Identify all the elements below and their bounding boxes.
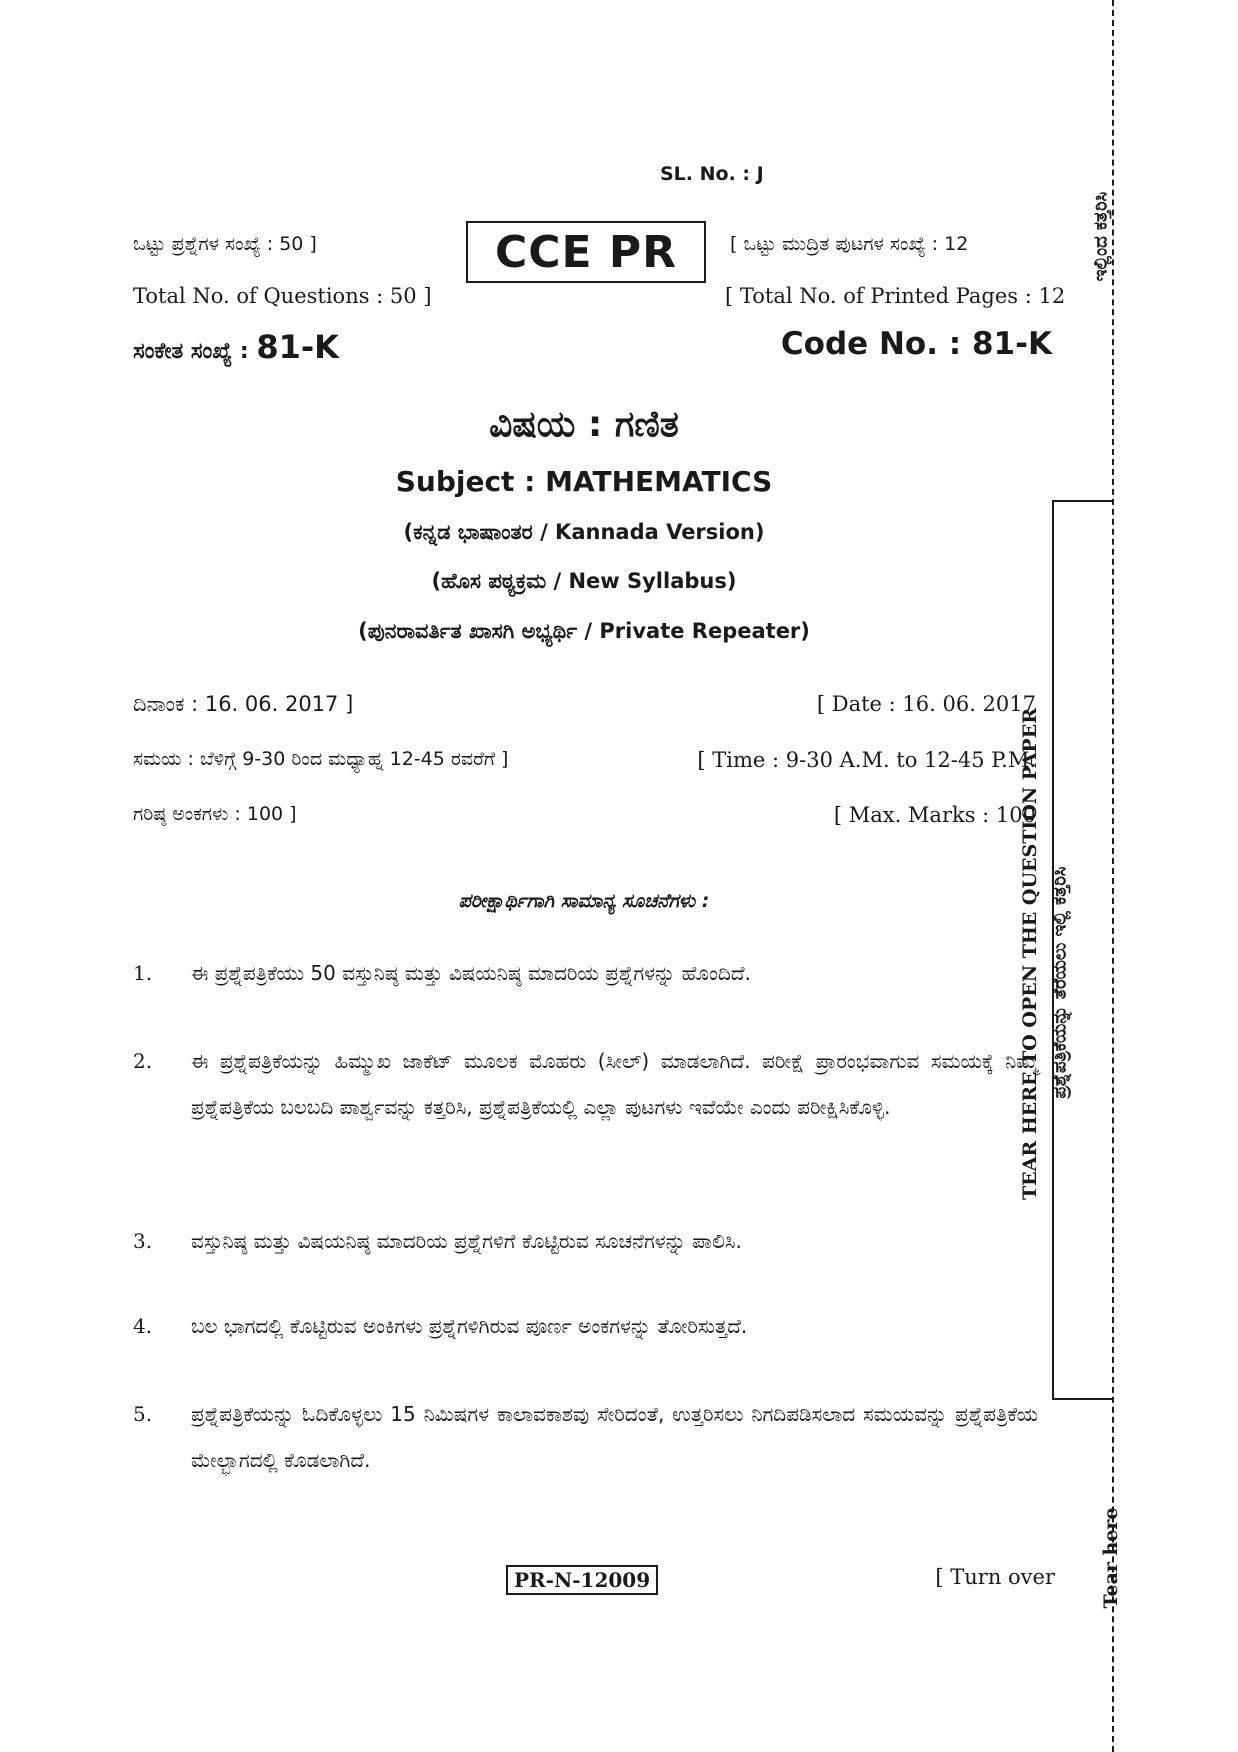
tear-label-top-kannada: ಇಲ್ಲಿಂದ ಕತ್ತರಿಸಿ <box>1090 191 1112 282</box>
instruction-number: 1. <box>133 961 153 985</box>
code-value-kannada: 81-K <box>256 328 339 366</box>
total-pages-kannada: [ ಒಟ್ಟು ಮುದ್ರಿತ ಪುಟಗಳ ಸಂಖ್ಯೆ : 12 <box>730 233 969 255</box>
instruction-text: ವಸ್ತುನಿಷ್ಠ ಮತ್ತು ವಿಷಯನಿಷ್ಠ ಮಾದರಿಯ ಪ್ರಶ್ನೆಗಳಿಗೆ ಕೊಟ್ಟಿರುವ ಸೂಚನೆಗಳನ್ನು ಪಾಲಿಸಿ. <box>191 1229 742 1253</box>
code-number-english: Code No. : 81-K <box>780 326 1052 362</box>
total-pages-english: [ Total No. of Printed Pages : 12 <box>725 284 1066 308</box>
code-number-kannada <box>133 328 339 366</box>
tear-here-label: Tear here <box>1100 1507 1122 1609</box>
subject-title-english: Subject : MATHEMATICS <box>395 465 773 498</box>
instruction-item <box>133 950 1038 996</box>
instruction-item <box>133 1038 1038 1130</box>
total-questions-english: Total No. of Questions : 50 ] <box>133 284 432 308</box>
tear-label-kannada: ಪ್ರಶ್ನೆಪತ್ರಿಕೆಯನ್ನು ತೆರೆಯಲು ಇಲ್ಲಿ ಕತ್ತರಿಸಿ <box>1049 866 1071 1099</box>
instruction-text: ಬಲ ಭಾಗದಲ್ಲಿ ಕೊಟ್ಟಿರುವ ಅಂಕಿಗಳು ಪ್ರಶ್ನೆಗಳಿಗಿರುವ ಪೂರ್ಣ ಅಂಕಗಳನ್ನು ತೋರಿಸುತ್ತದೆ. <box>191 1314 748 1338</box>
instruction-text: ಈ ಪ್ರಶ್ನೆಪತ್ರಿಕೆಯನ್ನು ಹಿಮ್ಮುಖ ಜಾಕೆಟ್ ಮೂಲಕ ಮೊಹರು (ಸೀಲ್) ಮಾಡಲಾಗಿದೆ. ಪರೀಕ್ಷೆ ಪ್ರಾರಂಭವಾಗುವ ಸಮಯಕ್ಕೆ ನಿಮ್ಮ ಪ್ರಶ್ನೆಪತ್ರಿಕೆಯ ಬಲಬದಿ ಪಾರ್ಶ್ವವನ್ನು ಕತ್ತರಿಸಿ, ಪ್ರಶ್ನೆಪತ್ರಿಕೆಯಲ್ಲಿ ಎಲ್ಲಾ ಪುಟಗಳು ಇವೆಯೇ ಎಂದು ಪರೀಕ್ಷಿಸಿಕೊಳ್ಳಿ. <box>191 1049 1038 1119</box>
time-kannada: ಸಮಯ : ಬೆಳಿಗ್ಗೆ 9-30 ರಿಂದ ಮಧ್ಯಾಹ್ನ 12-45 ರವರೆಗೆ ] <box>133 748 509 770</box>
subject-title-kannada: ವಿಷಯ : ಗಣಿತ <box>489 404 679 445</box>
instructions-heading: ಪರೀಕ್ಷಾರ್ಥಿಗಾಗಿ ಸಾಮಾನ್ಯ ಸೂಚನೆಗಳು : <box>458 890 710 912</box>
exam-type-badge: CCE PR <box>466 221 706 283</box>
code-label-kannada: ಸಂಕೇತ ಸಂಖ್ಯೆ : <box>133 339 257 364</box>
instruction-item <box>133 1391 1038 1483</box>
version-line: (ಕನ್ನಡ ಭಾಷಾಂತರ / Kannada Version) <box>403 520 765 544</box>
syllabus-line: (ಹೊಸ ಪಠ್ಯಕ್ರಮ / New Syllabus) <box>431 569 737 593</box>
time-english: [ Time : 9-30 A.M. to 12-45 P.M. <box>697 748 1036 772</box>
date-kannada: ದಿನಾಂಕ : 16. 06. 2017 ] <box>133 692 354 716</box>
instruction-number: 5. <box>133 1402 153 1426</box>
max-marks-english: [ Max. Marks : 100 <box>833 803 1036 827</box>
paper-code-box: PR-N-12009 <box>506 1565 658 1595</box>
tear-label-english: TEAR HERE TO OPEN THE QUESTION PAPER <box>1019 708 1041 1200</box>
date-english: [ Date : 16. 06. 2017 <box>816 692 1036 716</box>
instruction-number: 3. <box>133 1229 153 1253</box>
instruction-text: ಪ್ರಶ್ನೆಪತ್ರಿಕೆಯನ್ನು ಓದಿಕೊಳ್ಳಲು 15 ನಿಮಿಷಗಳ ಕಾಲಾವಕಾಶವು ಸೇರಿದಂತೆ, ಉತ್ತರಿಸಲು ನಿಗದಿಪಡಿಸಲಾದ ಸಮಯವನ್ನು ಪ್ರಶ್ನೆಪತ್ರಿಕೆಯ ಮೇಲ್ಭಾಗದಲ್ಲಿ ಕೊಡಲಾಗಿದೆ. <box>191 1402 1038 1472</box>
instruction-number: 4. <box>133 1314 153 1338</box>
total-questions-kannada: ಒಟ್ಟು ಪ್ರಶ್ನೆಗಳ ಸಂಖ್ಯೆ : 50 ] <box>133 233 317 255</box>
serial-number: SL. No. : J <box>660 163 764 185</box>
turn-over-note: [ Turn over <box>935 1565 1055 1589</box>
tear-dashed-line <box>1112 0 1114 1752</box>
instruction-item <box>133 1218 1038 1264</box>
instruction-text: ಈ ಪ್ರಶ್ನೆಪತ್ರಿಕೆಯು 50 ವಸ್ತುನಿಷ್ಠ ಮತ್ತು ವಿಷಯನಿಷ್ಠ ಮಾದರಿಯ ಪ್ರಶ್ನೆಗಳನ್ನು ಹೊಂದಿದೆ. <box>191 961 751 985</box>
max-marks-kannada: ಗರಿಷ್ಠ ಅಂಕಗಳು : 100 ] <box>133 803 297 825</box>
instruction-item <box>133 1303 1038 1349</box>
instruction-number: 2. <box>133 1049 153 1073</box>
candidate-type-line: (ಪುನರಾವರ್ತಿತ ಖಾಸಗಿ ಅಭ್ಯರ್ಥಿ / Private Repeater) <box>358 619 810 643</box>
